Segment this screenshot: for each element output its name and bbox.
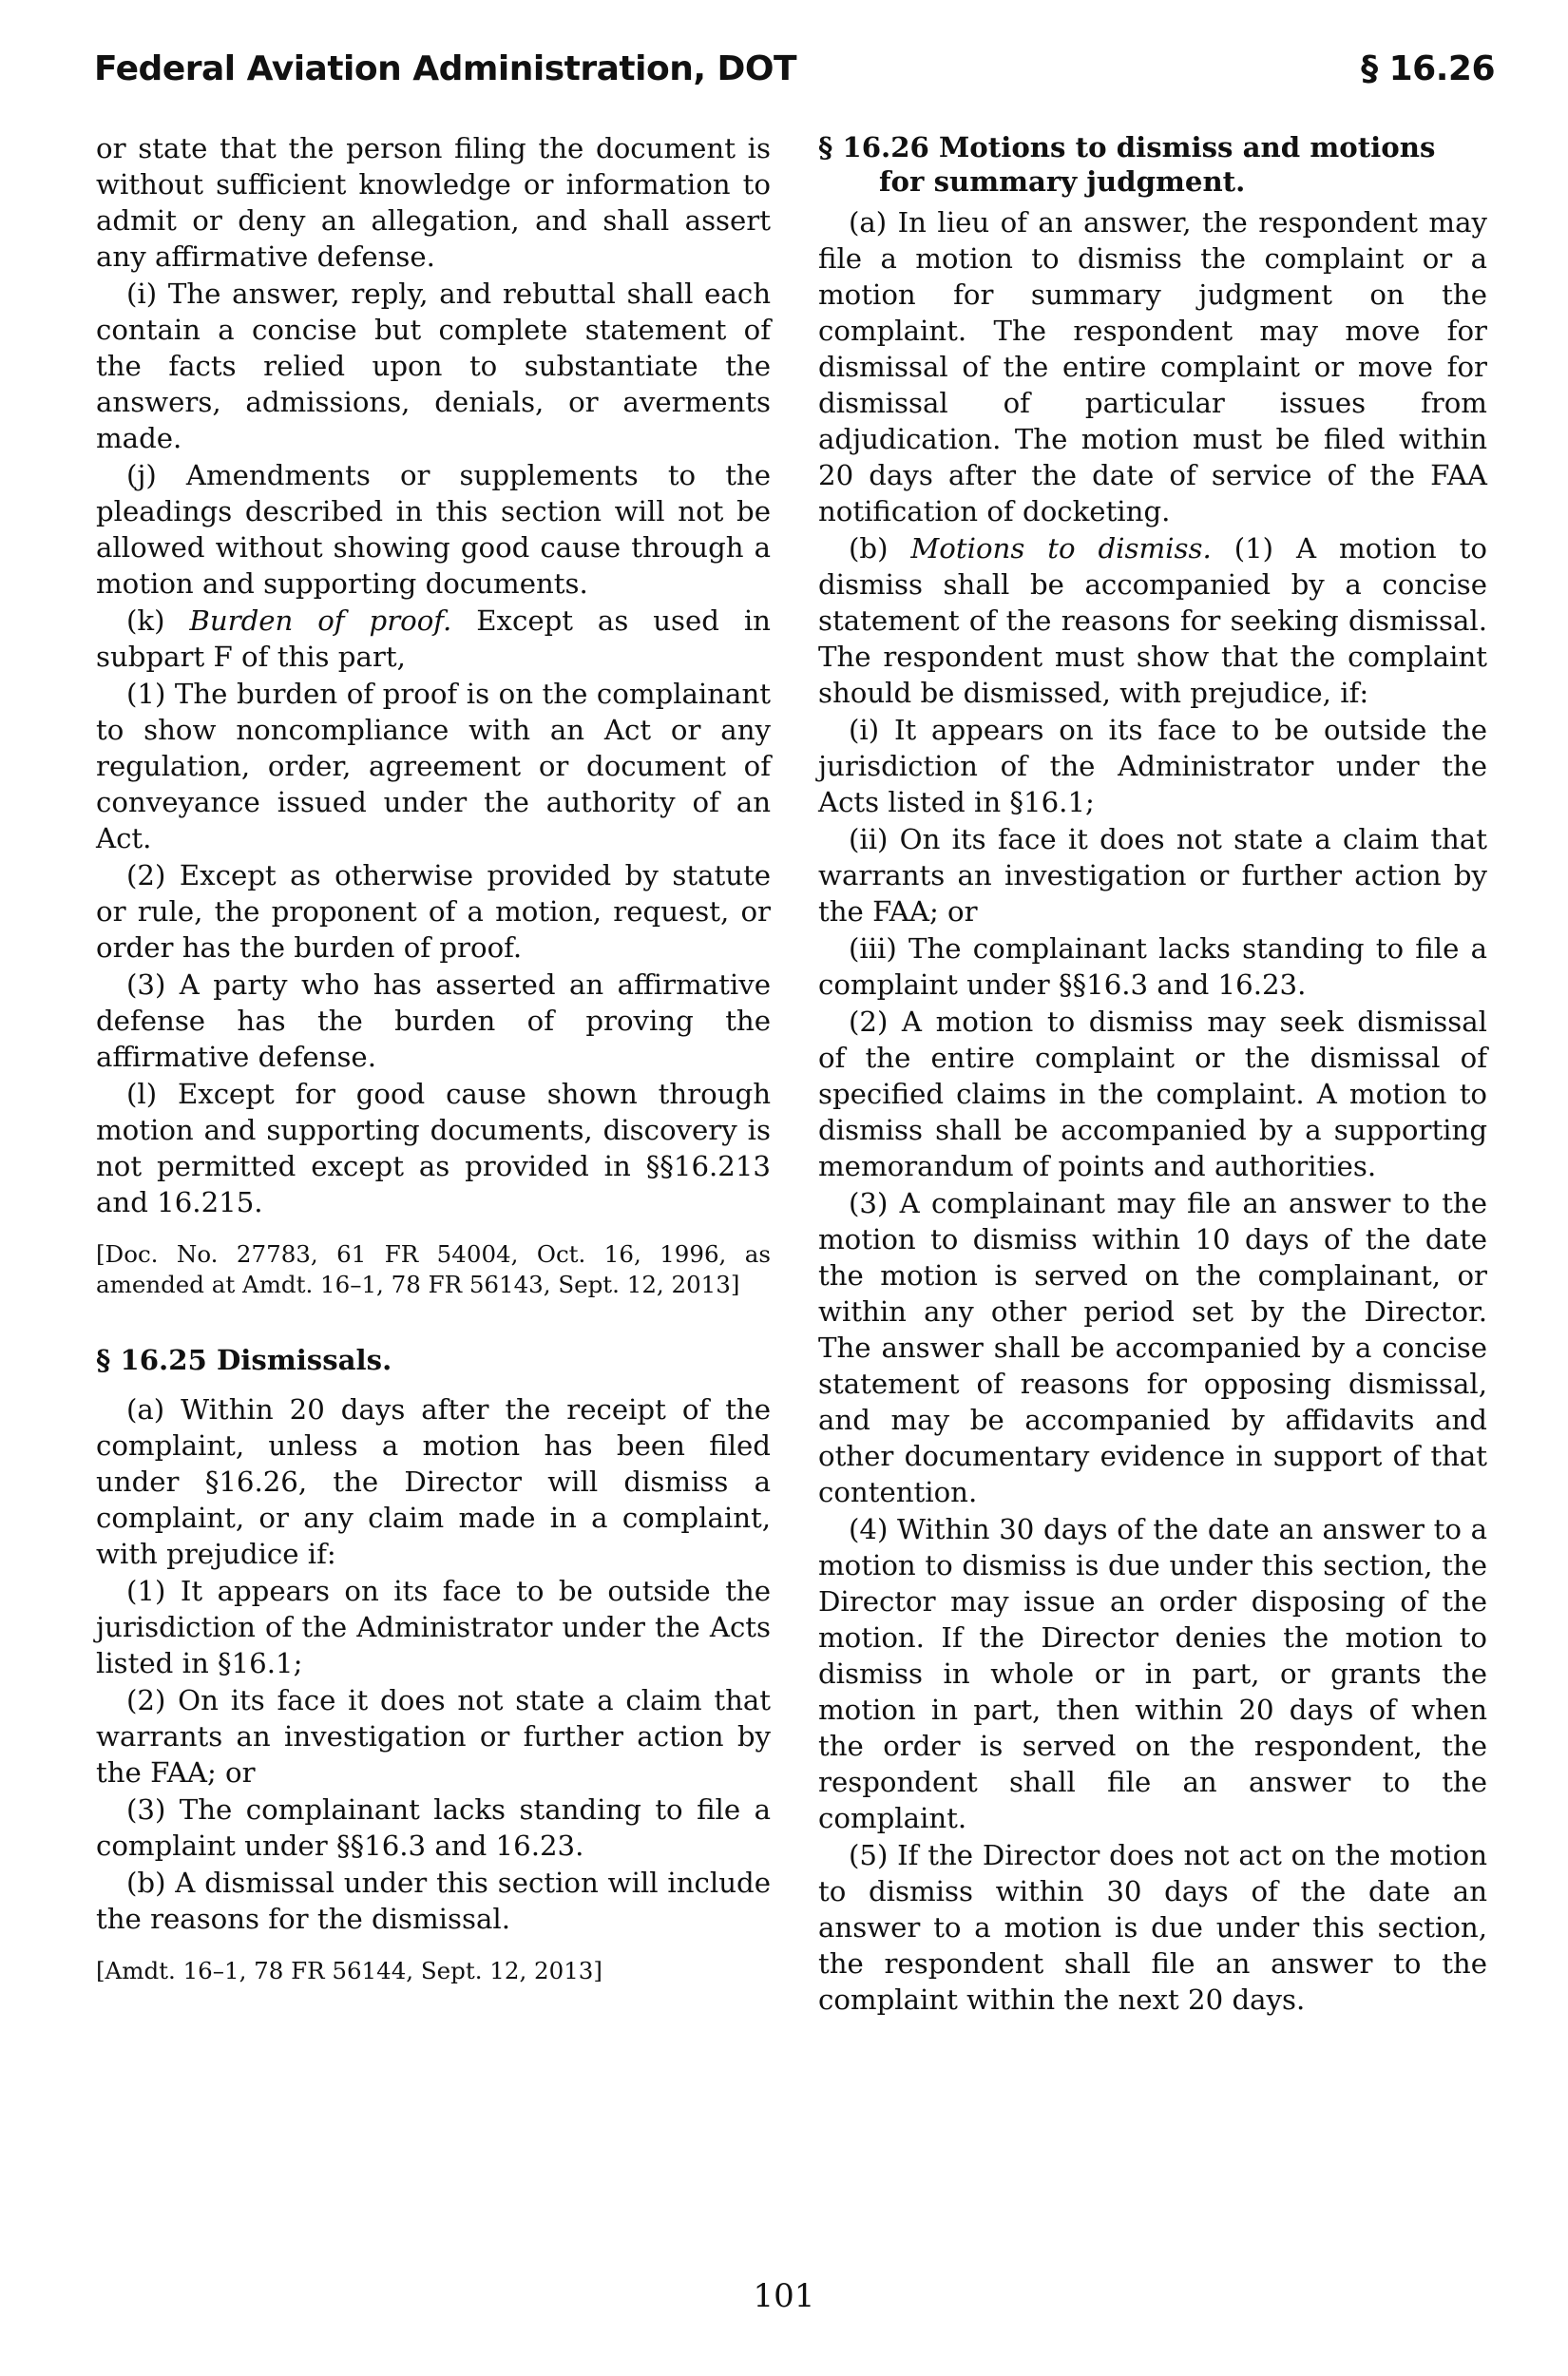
- paragraph-k3: (3) A party who has asserted an affirmative defense has the burden of proving the affirmative defense.: [96, 968, 771, 1073]
- paragraph-16-26-b-ii: (ii) On its face it does not state a claim that warrants an investigation or further action by the FAA; or: [818, 823, 1487, 928]
- paragraph-16-26-b4: (4) Within 30 days of the date an answer to a motion to dismiss is due under this section, the Director may issue an order disposing of the motion. If the Director denies the motion to dismiss in whole or in part, or grants the motion in part, then within 20 days of when the order is served on the respondent, the respondent shall file an answer to the complaint.: [818, 1513, 1487, 1834]
- paragraph-16-26-b-text: (1) A motion to dismiss shall be accompanied by a concise statement of the reasons for seeking dismissal. The respondent must show that the complaint should be dismissed, with prejudice, if:: [818, 532, 1487, 709]
- paragraph-16-25-b: (b) A dismissal under this section will include the reasons for the dismissal.: [96, 1867, 771, 1935]
- paragraph-j: (j) Amendments or supplements to the pleadings described in this section will not be allowed without showing good cause through a motion and supporting documents.: [96, 459, 771, 600]
- paragraph-i: (i) The answer, reply, and rebuttal shall each contain a concise but complete statement of the facts relied upon to substantiate the answers, admissions, denials, or averments made.: [96, 278, 771, 454]
- paragraph-k2: (2) Except as otherwise provided by statute or rule, the proponent of a motion, request, or order has the burden of proof.: [96, 859, 771, 964]
- paragraph-16-26-b3: (3) A complainant may file an answer to the motion to dismiss within 10 days of the date the motion is served on the complainant, or within any other period set by the Director. The answer shall be accompanied by a concise statement of reasons for opposing dismissal, and may be accompanied by affidavits and other documentary evidence in support of that contention.: [818, 1187, 1487, 1508]
- section-heading-16-26: § 16.26 Motions to dismiss and motions for summary judgment.: [818, 131, 1436, 198]
- paragraph-16-25-a1: (1) It appears on its face to be outside the jurisdiction of the Administrator under the Acts listed in §16.1;: [96, 1575, 771, 1679]
- paragraph-16-26-b: [818, 530, 1487, 711]
- paragraph-l: (l) Except for good cause shown through motion and supporting documents, discovery is not permitted except as provided in §§16.213 and 16.215.: [96, 1078, 771, 1218]
- paragraph-16-26-b5: (5) If the Director does not act on the motion to dismiss within 30 days of the date an answer to a motion is due under this section, the respondent shall file an answer to the complaint within the next 20 days.: [818, 1839, 1487, 2016]
- header-section: § 16.26: [1361, 49, 1495, 88]
- paragraph-k-label: (k): [126, 604, 190, 637]
- paragraph-continued: or state that the person filing the document is without sufficient knowledge or information to admit or deny an allegation, and shall assert any affirmative defense.: [96, 132, 771, 273]
- header-agency: Federal Aviation Administration, DOT: [94, 49, 797, 88]
- page-number: 101: [753, 2277, 815, 2315]
- left-column: [96, 130, 771, 1986]
- paragraph-k: [96, 603, 771, 675]
- paragraph-16-26-b-iii: (iii) The complainant lacks standing to file a complaint under §§16.3 and 16.23.: [818, 932, 1487, 1001]
- right-column: [818, 130, 1487, 2019]
- source-citation-16-25: [Amdt. 16–1, 78 FR 56144, Sept. 12, 2013]: [96, 1957, 602, 1984]
- running-header: [94, 49, 1495, 106]
- paragraph-16-25-a2: (2) On its face it does not state a claim that warrants an investigation or further action by the FAA; or: [96, 1684, 771, 1789]
- paragraph-k1: (1) The burden of proof is on the complainant to show noncompliance with an Act or any regulation, order, agreement or document of conveyance issued under the authority of an Act.: [96, 678, 771, 854]
- source-citation-16-24: [Doc. No. 27783, 61 FR 54004, Oct. 16, 1996, as amended at Amdt. 16–1, 78 FR 56143, Sept. 12, 2013]: [96, 1240, 771, 1298]
- paragraph-16-25-a3: (3) The complainant lacks standing to file a complaint under §§16.3 and 16.23.: [96, 1793, 771, 1862]
- section-heading-16-25: § 16.25 Dismissals.: [96, 1344, 392, 1376]
- paragraph-16-25-a: (a) Within 20 days after the receipt of the complaint, unless a motion has been filed under §16.26, the Director will dismiss a complaint, or any claim made in a complaint, with prejudice if:: [96, 1393, 771, 1570]
- paragraph-16-26-b-label: (b): [849, 532, 911, 565]
- paragraph-16-26-b-i: (i) It appears on its face to be outside the jurisdiction of the Administrator under the Acts listed in §16.1;: [818, 714, 1487, 818]
- paragraph-k-text: Except as used in subpart F of this part,: [96, 604, 771, 673]
- paragraph-16-26-b2: (2) A motion to dismiss may seek dismissal of the entire complaint or the dismissal of specified claims in the complaint. A motion to dismiss shall be accompanied by a supporting memorandum of points and authorities.: [818, 1006, 1487, 1182]
- paragraph-16-26-b-heading: Motions to dismiss.: [910, 532, 1212, 565]
- paragraph-16-26-a: (a) In lieu of an answer, the respondent may file a motion to dismiss the complaint or a motion for summary judgment on the complaint. The respondent may move for dismissal of the entire complaint or move for dismissal of particular issues from adjudication. The motion must be filed within 20 days after the date of service of the FAA notification of docketing.: [818, 206, 1487, 527]
- paragraph-k-heading: Burden of proof.: [189, 604, 452, 637]
